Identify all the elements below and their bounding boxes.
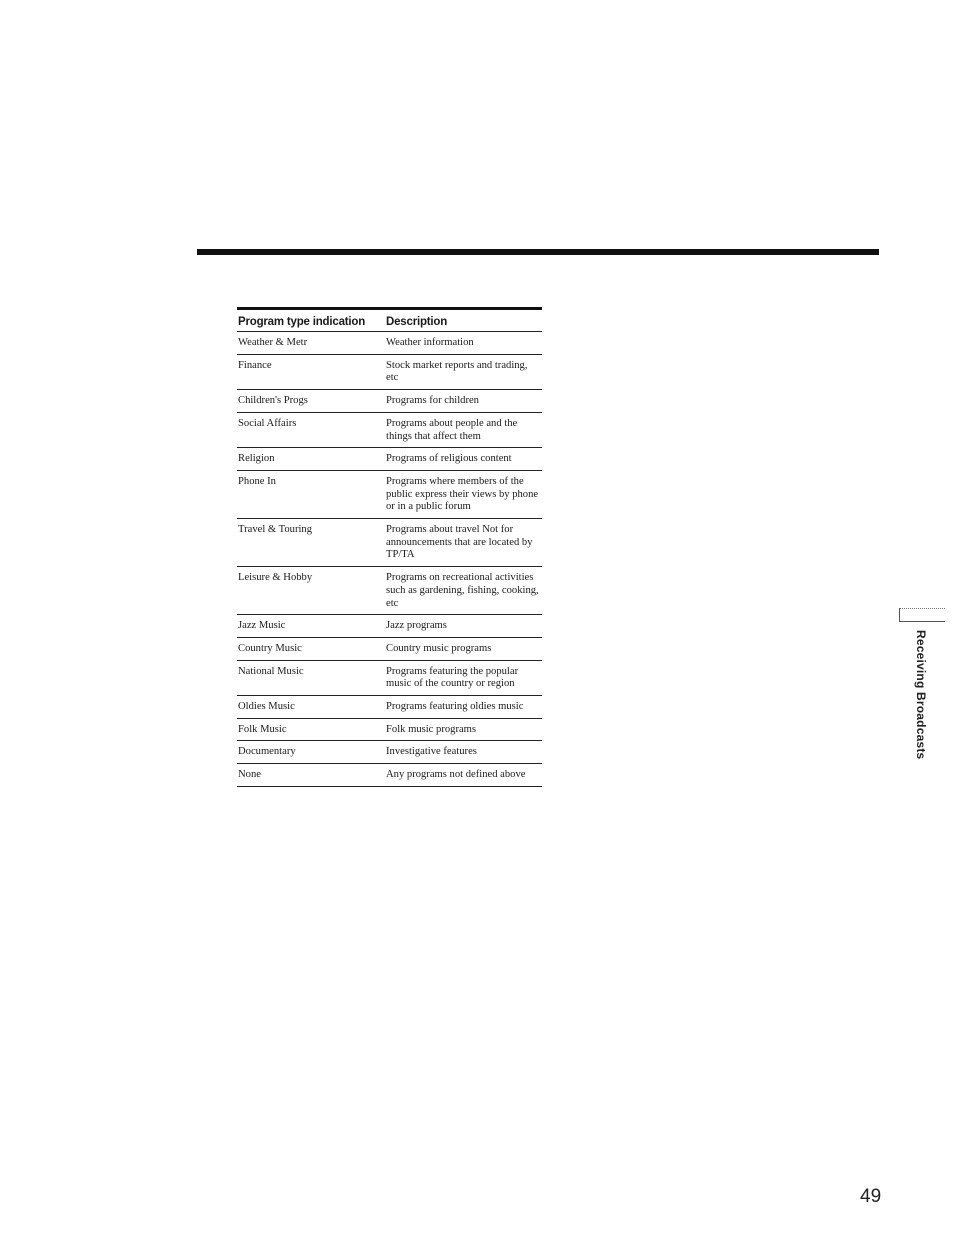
program-type-cell: Leisure & Hobby [237, 567, 385, 615]
description-cell: Programs of religious content [385, 448, 542, 471]
table-row [237, 696, 542, 719]
section-top-rule [197, 249, 879, 255]
program-type-cell: Social Affairs [237, 412, 385, 447]
table-row [237, 390, 542, 413]
description-cell: Jazz programs [385, 615, 542, 638]
column-header-description: Description [385, 310, 542, 332]
program-type-cell: Folk Music [237, 718, 385, 741]
column-header-program-type: Program type indication [237, 310, 385, 332]
table-row [237, 764, 542, 787]
description-cell: Weather information [385, 332, 542, 355]
table-row [237, 448, 542, 471]
description-cell: Programs for children [385, 390, 542, 413]
description-cell: Programs about people and the things that affect them [385, 412, 542, 447]
description-cell: Programs featuring the popular music of the country or region [385, 660, 542, 695]
description-cell: Programs where members of the public express their views by phone or in a public forum [385, 470, 542, 518]
program-type-cell: Documentary [237, 741, 385, 764]
description-cell: Any programs not defined above [385, 764, 542, 787]
program-type-cell: Religion [237, 448, 385, 471]
table-row [237, 519, 542, 567]
program-type-cell: Travel & Touring [237, 519, 385, 567]
program-type-table-container [237, 307, 542, 787]
description-cell: Stock market reports and trading, etc [385, 354, 542, 389]
program-type-cell: Oldies Music [237, 696, 385, 719]
program-type-cell: Phone In [237, 470, 385, 518]
table-header-row [237, 310, 542, 332]
description-cell: Country music programs [385, 637, 542, 660]
section-tab-label: Receiving Broadcasts [914, 630, 928, 760]
program-type-cell: Jazz Music [237, 615, 385, 638]
table-row [237, 567, 542, 615]
table-row [237, 741, 542, 764]
table-row [237, 718, 542, 741]
table-row [237, 412, 542, 447]
program-type-table [237, 310, 542, 787]
program-type-cell: National Music [237, 660, 385, 695]
description-cell: Programs featuring oldies music [385, 696, 542, 719]
program-type-cell: Country Music [237, 637, 385, 660]
program-type-cell: Finance [237, 354, 385, 389]
table-row [237, 354, 542, 389]
description-cell: Folk music programs [385, 718, 542, 741]
program-type-cell: Children's Progs [237, 390, 385, 413]
description-cell: Programs on recreational activities such as gardening, fishing, cooking, etc [385, 567, 542, 615]
section-tab-marker [899, 608, 945, 622]
program-type-cell: Weather & Metr [237, 332, 385, 355]
table-row [237, 470, 542, 518]
table-row [237, 332, 542, 355]
table-row [237, 637, 542, 660]
page-number: 49 [860, 1186, 882, 1207]
description-cell: Investigative features [385, 741, 542, 764]
description-cell: Programs about travel Not for announcements that are located by TP/TA [385, 519, 542, 567]
program-type-cell: None [237, 764, 385, 787]
table-row [237, 615, 542, 638]
table-body [237, 332, 542, 787]
table-row [237, 660, 542, 695]
